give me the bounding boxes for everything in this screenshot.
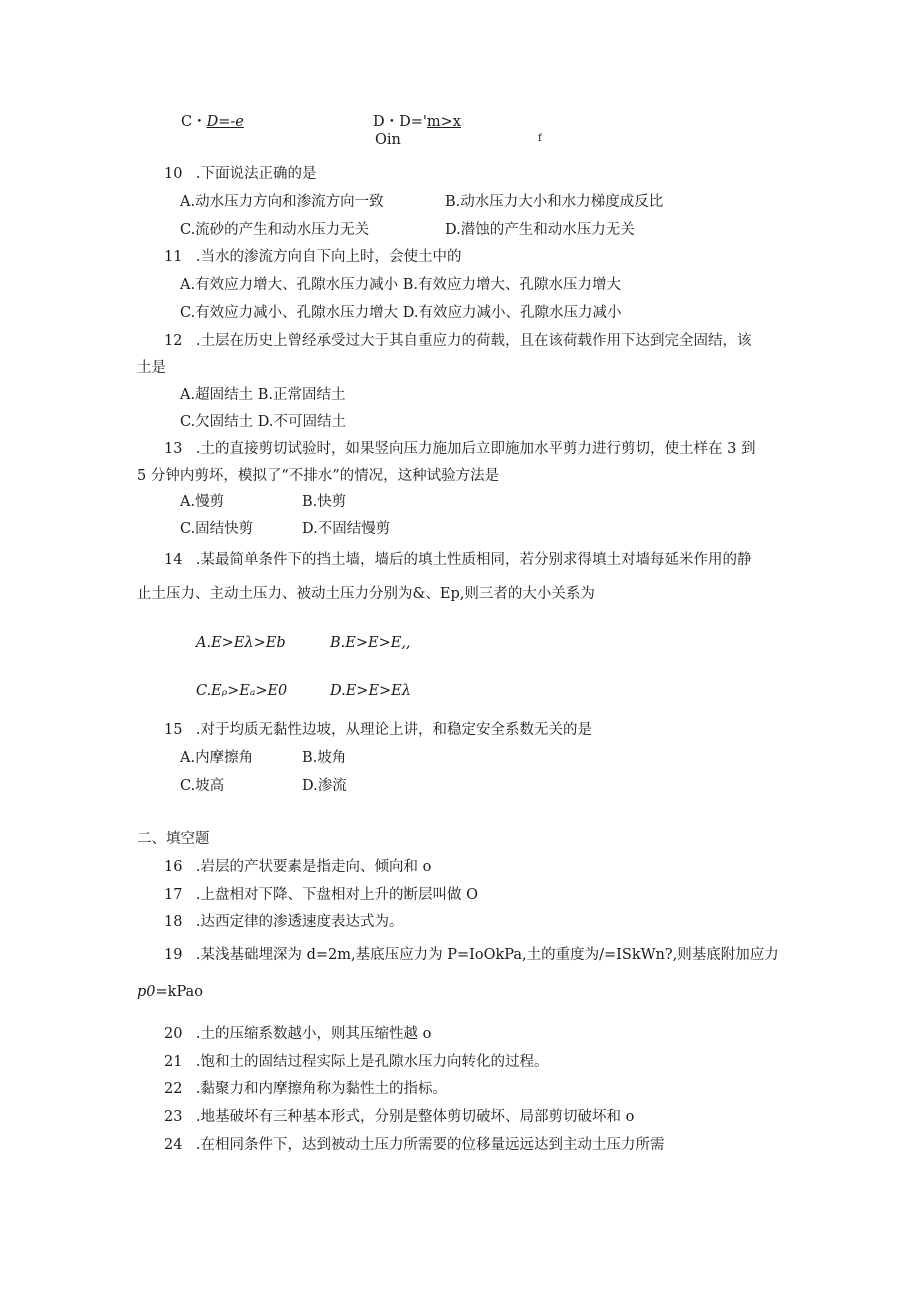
stray-mark: f [538,133,542,144]
fill-question-16: 16 .岩层的产状要素是指走向、倾向和 o [164,859,432,875]
fill-question-23: 23 .地基破坏有三种基本形式，分别是整体剪切破坏、局部剪切破坏和 o [164,1109,635,1125]
fill-question-21: 21 .饱和土的固结过程实际上是孔隙水压力向转化的过程。 [164,1054,549,1070]
question-14-option-d: D.E>E>Eλ [330,683,411,699]
option-d-label: D・D=' [373,114,427,130]
fill-question-18: 18 .达西定律的渗透速度表达式为。 [164,914,404,930]
question-10-option-b: B.动水压力大小和水力梯度成反比 [445,194,664,210]
question-13-option-c: C.固结快剪 [180,521,254,537]
question-13-stem-cont: 5 分钟内剪坏，模拟了“不排水”的情况，这种试验方法是 [137,468,500,484]
question-12-stem-cont: 土是 [137,360,166,376]
question-13-option-d: D.不固结慢剪 [302,521,391,537]
question-13-option-a: A.慢剪 [180,494,225,510]
option-d-formula [373,113,461,131]
question-15-option-a: A.内摩擦角 [180,750,254,766]
question-12-options-cd: C.欠固结土 D.不可固结土 [180,414,347,430]
option-d-subscript: Oin [375,132,401,148]
question-14-option-b: B.E>E>E,, [330,635,411,651]
question-13-stem: 13 .土的直接剪切试验时，如果竖向压力施加后立即施加水平剪力进行剪切，使土样在 3 到 [164,441,756,457]
question-11-options-cd: C.有效应力减小、孔隙水压力增大 D.有效应力减小、孔隙水压力减小 [180,305,622,321]
option-d-expression: m>x [426,114,461,130]
fill-question-19-stem: 19 .某浅基础埋深为 d=2m,基底压应力为 P=IoOkPa,土的重度为/=ISkWn?,则基底附加应力 [164,947,779,963]
question-15-stem: 15 .对于均质无黏性边坡，从理论上讲，和稳定安全系数无关的是 [164,722,592,738]
fill-question-24: 24 .在相同条件下，达到被动土压力所需要的位移量远远达到主动土压力所需 [164,1137,665,1153]
question-13-option-b: B.快剪 [302,494,347,510]
p0-variable: p0 [137,984,156,1000]
question-15-option-b: B.坡角 [302,750,347,766]
fill-question-22: 22 .黏聚力和内摩擦角称为黏性土的指标。 [164,1081,447,1097]
question-14-option-a: A.E>Eλ>Eb [196,635,286,651]
option-c-formula [181,113,244,131]
question-15-option-d: D.渗流 [302,778,347,794]
question-12-stem: 12 .土层在历史上曾经承受过大于其自重应力的荷载，且在该荷载作用下达到完全固结，该 [164,333,752,349]
fill-question-17: 17 .上盘相对下降、下盘相对上升的断层叫做 O [164,887,478,903]
question-14-stem-cont: 止土压力、主动土压力、被动土压力分别为&、Ep,则三者的大小关系为 [137,586,595,602]
question-10-option-a: A.动水压力方向和渗流方向一致 [180,194,384,210]
question-11-stem: 11 .当水的渗流方向自下向上时，会使土中的 [164,249,462,265]
question-15-option-c: C.坡高 [180,778,225,794]
question-10-stem: 10 .下面说法正确的是 [164,166,317,182]
option-c-expression: D=-e [206,114,244,130]
question-10-option-c: C.流砂的产生和动水压力无关 [180,222,370,238]
section-2-heading: 二、填空题 [137,831,210,847]
question-11-options-ab: A.有效应力增大、孔隙水压力减小 B.有效应力增大、孔隙水压力增大 [180,277,621,293]
question-14-option-c: C.Eᵨ>Eₐ>E0 [196,683,288,699]
fill-question-19-cont: p0=kPao [137,984,203,1000]
question-12-options-ab: A.超固结土 B.正常固结土 [180,387,346,403]
fill-question-20: 20 .土的压缩系数越小，则其压缩性越 o [164,1026,432,1042]
option-c-label: C・ [181,114,207,130]
question-10-option-d: D.潜蚀的产生和动水压力无关 [445,222,635,238]
question-14-stem: 14 .某最简单条件下的挡土墙，墙后的填土性质相同，若分别求得填土对墙每延米作用的静 [164,552,752,568]
